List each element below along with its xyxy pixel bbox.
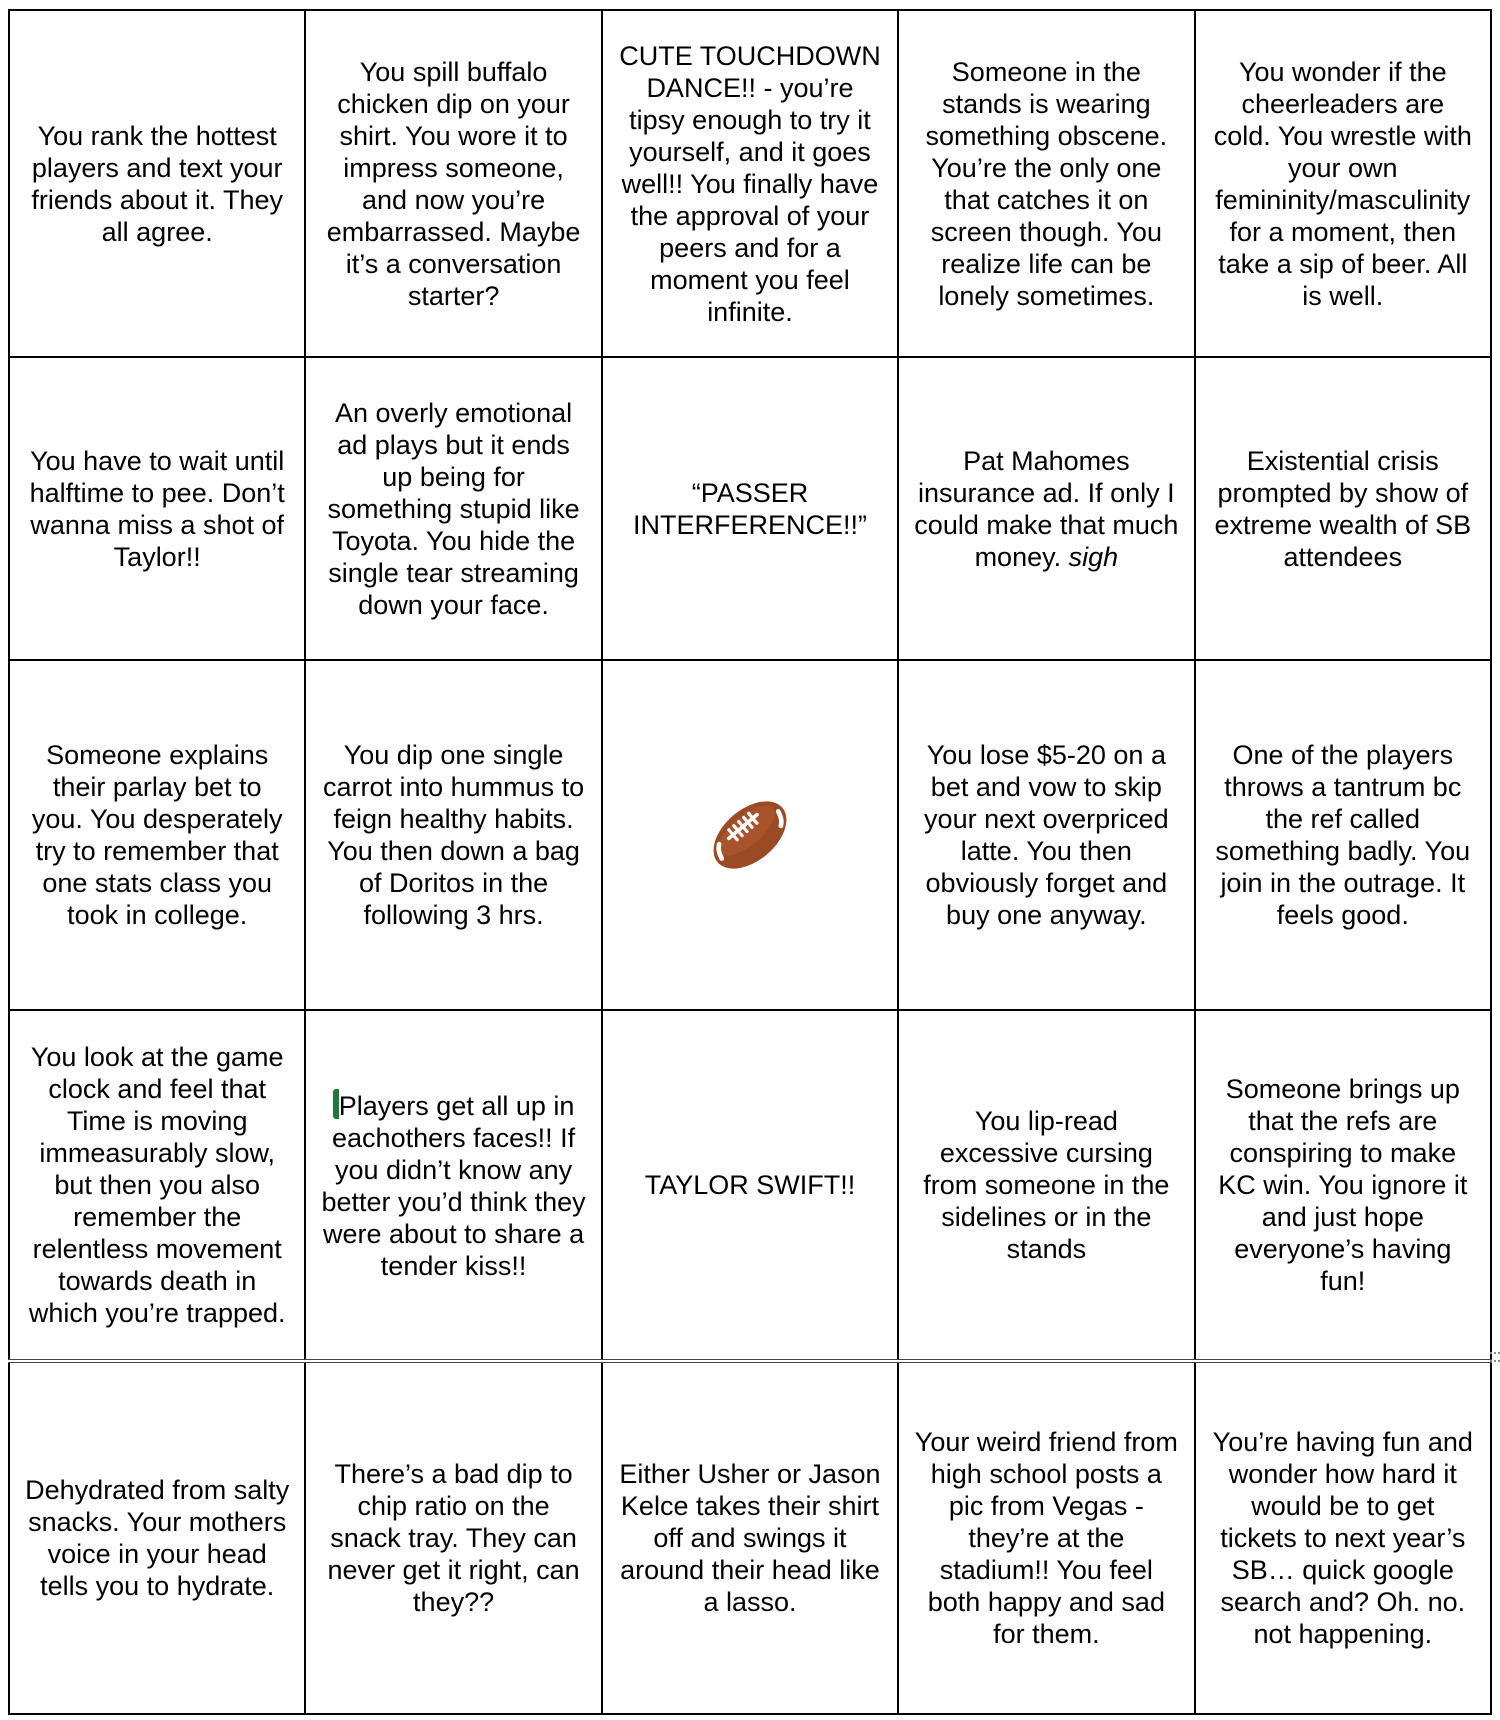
bingo-cell bbox=[602, 1010, 898, 1361]
cell-text: Your weird friend from high school posts a pic from Vegas - they’re at the stadium!! You feel both happy and sad for them. bbox=[914, 1427, 1178, 1649]
cell-text: You dip one single carrot into hummus to feign healthy habits. You then down a bag of Doritos in the following 3 hrs. bbox=[323, 740, 585, 930]
cell-text: Someone brings up that the refs are conspiring to make KC win. You ignore it and just hope everyone’s having fun! bbox=[1218, 1074, 1468, 1296]
cell-text: You wonder if the cheerleaders are cold. You wrestle with your own femininity/masculinity for a moment, then take a sip of beer. All is well. bbox=[1213, 56, 1472, 311]
cell-text: Existential crisis prompted by show of extreme wealth of SB attendees bbox=[1214, 445, 1472, 572]
cell-text: You spill buffalo chicken dip on your shirt. You wore it to impress someone, and now you’re embarrassed. Maybe it’s a conversation starter? bbox=[326, 56, 581, 311]
bingo-row-1 bbox=[9, 10, 1491, 357]
bingo-cell bbox=[898, 357, 1194, 660]
bingo-cell bbox=[898, 660, 1194, 1010]
bingo-cell bbox=[602, 10, 898, 357]
cell-text-main: Players get all up in eachothers faces!! If you didn’t know any better you’d think they were about to share a tender kiss!! bbox=[321, 1090, 586, 1281]
cell-text: You lose $5-20 on a bet and vow to skip your next overpriced latte. You then obviously forget and buy one anyway. bbox=[924, 740, 1169, 930]
bingo-cell bbox=[898, 10, 1194, 357]
cell-text: You rank the hottest players and text your friends about it. They all agree. bbox=[31, 120, 284, 247]
cell-text: You lip-read excessive cursing from someone in the sidelines or in the stands bbox=[923, 1106, 1170, 1264]
bingo-cell bbox=[602, 357, 898, 660]
bingo-cell bbox=[1195, 10, 1491, 357]
page-break-marker bbox=[1490, 1352, 1500, 1362]
bingo-row-2 bbox=[9, 357, 1491, 660]
cell-text: CUTE TOUCHDOWN DANCE!! - you’re tipsy enough to try it yourself, and it goes well!! You finally have the approval of your peers and for a moment you feel infinite. bbox=[619, 40, 881, 327]
bingo-cell bbox=[305, 1010, 601, 1361]
cell-text: Dehydrated from salty snacks. Your mothers voice in your head tells you to hydrate. bbox=[25, 1475, 290, 1601]
cell-text: Someone explains their parlay bet to you. You desperately try to remember that one stats class you took in college. bbox=[31, 740, 283, 930]
bingo-board bbox=[8, 9, 1492, 1707]
bingo-cell bbox=[1195, 1361, 1491, 1714]
cell-text bbox=[320, 1089, 586, 1282]
cell-text: TAYLOR SWIFT!! bbox=[644, 1170, 856, 1200]
cell-text: You’re having fun and wonder how hard it would be to get tickets to next year’s SB… quick google search and? Oh. no. not happening. bbox=[1212, 1427, 1473, 1649]
bingo-cell bbox=[305, 357, 601, 660]
bingo-cell bbox=[305, 660, 601, 1010]
bingo-cell bbox=[898, 1010, 1194, 1361]
bingo-cell bbox=[9, 660, 305, 1010]
cell-text: You look at the game clock and feel that Time is moving immeasurably slow, but then you also remember the relentless movement towards death in which you’re trapped. bbox=[28, 1042, 286, 1328]
bingo-cell bbox=[9, 357, 305, 660]
cell-text: Either Usher or Jason Kelce takes their shirt off and swings it around their head like a lasso. bbox=[619, 1459, 881, 1617]
bingo-row-5 bbox=[9, 1361, 1491, 1714]
bingo-cell bbox=[9, 1010, 305, 1361]
football-icon bbox=[704, 789, 796, 881]
bingo-cell bbox=[1195, 1010, 1491, 1361]
bingo-grid bbox=[8, 9, 1492, 1715]
cell-text: “PASSER INTERFERENCE!!” bbox=[632, 477, 867, 540]
bingo-row-3 bbox=[9, 660, 1491, 1010]
cell-text-main: Pat Mahomes insurance ad. If only I could make that much money. bbox=[914, 445, 1179, 572]
cell-text-italic: sigh bbox=[1068, 541, 1119, 572]
bingo-cell bbox=[1195, 660, 1491, 1010]
bingo-cell bbox=[9, 10, 305, 357]
cell-text: There’s a bad dip to chip ratio on the snack tray. They can never get it right, can they?? bbox=[327, 1459, 580, 1617]
bingo-cell bbox=[602, 1361, 898, 1714]
bingo-cell bbox=[305, 10, 601, 357]
free-space-cell bbox=[602, 660, 898, 1010]
bingo-cell bbox=[9, 1361, 305, 1714]
bingo-cell bbox=[898, 1361, 1194, 1714]
bingo-row-4 bbox=[9, 1010, 1491, 1361]
bingo-cell bbox=[305, 1361, 601, 1714]
bingo-cell bbox=[1195, 357, 1491, 660]
cell-text: An overly emotional ad plays but it ends up being for something stupid like Toyota. You hide the single tear streaming down your face. bbox=[327, 397, 580, 620]
cell-text: You have to wait until halftime to pee. Don’t wanna miss a shot of Taylor!! bbox=[29, 445, 285, 572]
cell-text bbox=[913, 445, 1179, 573]
cell-text: Someone in the stands is wearing something obscene. You’re the only one that catches it on screen though. You realize life can be lonely sometimes. bbox=[925, 56, 1168, 311]
cell-text: One of the players throws a tantrum bc the ref called something badly. You join in the outrage. It feels good. bbox=[1215, 740, 1471, 930]
